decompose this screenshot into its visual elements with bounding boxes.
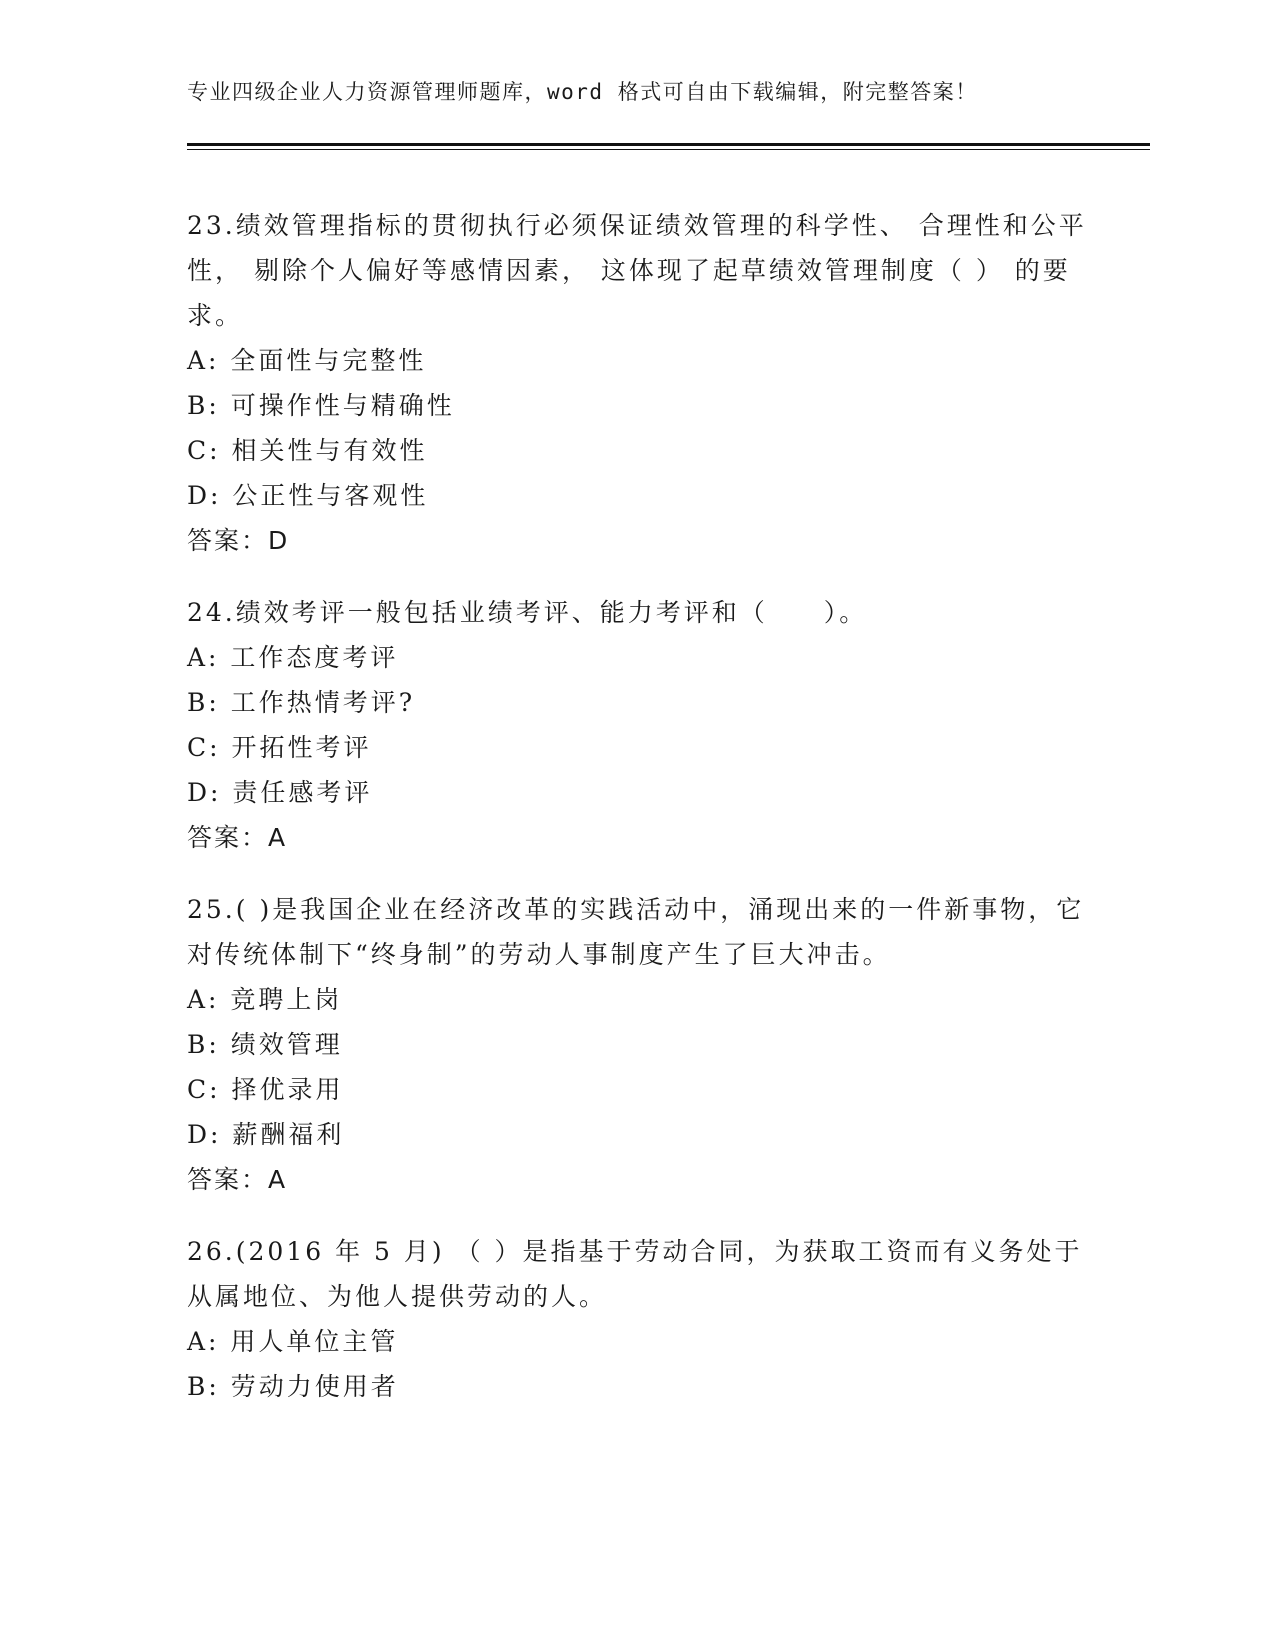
question-stem: 26.(2016 年 5 月) （ ）是指基于劳动合同，为获取工资而有义务处于从属地位、为他人提供劳动的人。 <box>187 1237 1083 1311</box>
option-a: A: 全面性与完整性 <box>187 346 427 375</box>
option-b: B: 劳动力使用者 <box>187 1372 399 1401</box>
option-c: C: 开拓性考评 <box>187 733 372 762</box>
question-stem: 25.( )是我国企业在经济改革的实践活动中，涌现出来的一件新事物，它对传统体制下“终身制”的劳动人事制度产生了巨大冲击。 <box>187 895 1085 969</box>
option-d: D: 责任感考评 <box>187 778 373 807</box>
answer: 答案：A <box>187 1165 288 1194</box>
question-24 <box>187 590 1107 860</box>
option-a: A: 竞聘上岗 <box>187 985 343 1014</box>
option-c: C: 择优录用 <box>187 1075 344 1104</box>
question-stem: 24.绩效考评一般包括业绩考评、能力考评和（ ）。 <box>187 598 868 627</box>
header-divider-thin <box>187 149 1150 150</box>
option-b: B: 绩效管理 <box>187 1030 343 1059</box>
question-23 <box>187 203 1107 563</box>
answer: 答案：A <box>187 823 288 852</box>
header-divider-thick <box>187 143 1150 146</box>
question-26 <box>187 1229 1107 1409</box>
option-a: A: 用人单位主管 <box>187 1327 399 1356</box>
document-header: 专业四级企业人力资源管理师题库，word 格式可自由下载编辑，附完整答案！ <box>187 80 978 104</box>
answer: 答案：D <box>187 526 290 555</box>
option-b: B: 工作热情考评? <box>187 688 416 717</box>
question-25 <box>187 887 1107 1202</box>
option-a: A: 工作态度考评 <box>187 643 399 672</box>
option-d: D: 薪酬福利 <box>187 1120 345 1149</box>
option-c: C: 相关性与有效性 <box>187 436 428 465</box>
option-b: B: 可操作性与精确性 <box>187 391 455 420</box>
question-list <box>187 203 1107 1436</box>
option-d: D: 公正性与客观性 <box>187 481 429 510</box>
question-stem: 23.绩效管理指标的贯彻执行必须保证绩效管理的科学性、 合理性和公平性， 剔除个人偏好等感情因素， 这体现了起草绩效管理制度（ ） 的要求。 <box>187 211 1087 330</box>
